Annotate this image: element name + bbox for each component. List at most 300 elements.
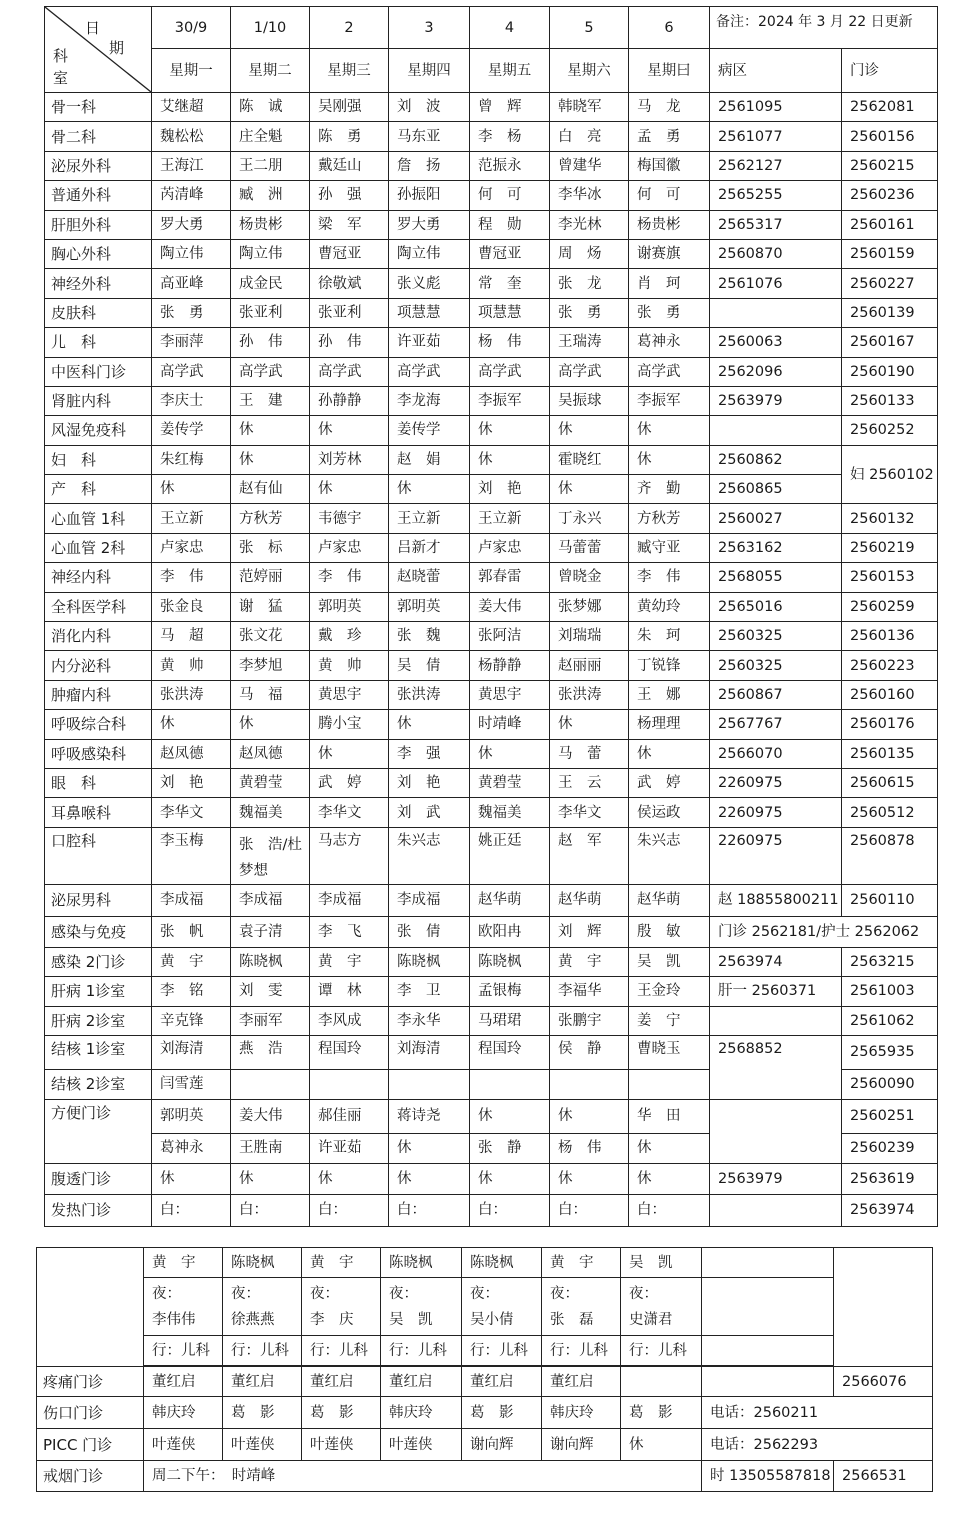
table-row [45, 1194, 938, 1226]
doctor-cell: 张金良 [152, 592, 231, 621]
doctor-cell: 殷 敏 [629, 916, 710, 947]
clinic-phone: 2566531 [834, 1461, 933, 1492]
night-duty-cell [144, 1278, 223, 1336]
doctor-cell: 方秋芳 [629, 504, 710, 533]
doctor-cell: 姚正廷 [470, 827, 550, 884]
doctor-cell: 谢赛旗 [629, 239, 710, 268]
doctor-cell: 郭明英 [389, 592, 470, 621]
doctor-cell: 李丽萍 [152, 328, 231, 357]
doctor-cell: 王立新 [470, 504, 550, 533]
table-row [37, 1397, 933, 1429]
table-row [45, 504, 938, 533]
dept-name: 感染 2门诊 [45, 947, 152, 976]
weekday-header: 星期六 [550, 49, 629, 93]
doctor-cell: 腾小宝 [310, 710, 389, 739]
night-duty-cell [621, 1278, 702, 1336]
lower-schedule-table [36, 1247, 933, 1492]
doctor-cell: 王 娜 [629, 680, 710, 709]
doctor-cell: 侯运政 [629, 798, 710, 827]
doctor-cell: 高学武 [310, 357, 389, 386]
dept-name: 内分泌科 [45, 651, 152, 680]
night-doctor: 徐燕燕 [231, 1311, 275, 1328]
doctor-cell: 白： [231, 1194, 310, 1226]
doctor-cell: 项慧慧 [470, 298, 550, 327]
doctor-cell: 燕 浩 [231, 1035, 310, 1069]
doctor-cell: 高亚峰 [152, 269, 231, 298]
doctor-cell: 孙静静 [310, 386, 389, 415]
doctor-cell: 谢向辉 [462, 1429, 542, 1461]
table-row [45, 533, 938, 562]
date-header: 3 [389, 7, 470, 49]
table-row [45, 328, 938, 357]
doctor-cell: 张 龙 [550, 269, 629, 298]
doctor-cell: 白： [389, 1194, 470, 1226]
clinic-phone: 2560251 [842, 1099, 938, 1133]
doctor-cell: 马 龙 [629, 93, 710, 122]
doctor-cell: 吴振球 [550, 386, 629, 415]
doctor-cell: 李福华 [550, 977, 629, 1006]
doctor-cell: 行：儿科 [144, 1336, 223, 1366]
contact-phone: 门诊 2562181/护士 2562062 [710, 916, 938, 947]
doctor-cell: 行：儿科 [223, 1336, 302, 1366]
doctor-cell: 程国玲 [470, 1035, 550, 1069]
ward-phone: 2260975 [710, 798, 842, 827]
ward-phone: 2560867 [710, 680, 842, 709]
night-doctor: 吴 凯 [389, 1311, 433, 1328]
clinic-phone: 2560252 [842, 416, 938, 445]
doctor-cell: 休 [629, 1133, 710, 1163]
dept-name: 风湿免疫科 [45, 416, 152, 445]
doctor-cell: 许亚茹 [389, 328, 470, 357]
doctor-cell: 休 [629, 739, 710, 768]
ward-phone: 赵 18855800211 [710, 884, 842, 916]
empty-cell [702, 1336, 834, 1366]
doctor-cell: 张 标 [231, 533, 310, 562]
doctor-cell: 王 建 [231, 386, 310, 415]
doctor-cell [470, 1069, 550, 1099]
doctor-cell: 陈晓枫 [389, 947, 470, 976]
clinic-phone: 2563619 [842, 1163, 938, 1194]
dept-name: 耳鼻喉科 [45, 798, 152, 827]
doctor-cell: 赵 娟 [389, 445, 470, 474]
doctor-cell: 黄 帅 [152, 651, 231, 680]
doctor-cell: 黄思宇 [470, 680, 550, 709]
doctor-cell: 韦德宇 [310, 504, 389, 533]
doctor-cell: 高学武 [389, 357, 470, 386]
doctor-cell: 肖 珂 [629, 269, 710, 298]
doctor-cell: 赵晓蕾 [389, 563, 470, 592]
doctor-cell: 黄幼玲 [629, 592, 710, 621]
doctor-cell: 姜大伟 [470, 592, 550, 621]
corner-room-label: 室 [53, 69, 69, 87]
doctor-cell: 戴 珍 [310, 622, 389, 651]
clinic-phone: 妇 2560102 [842, 445, 938, 504]
clinic-phone: 2560227 [842, 269, 938, 298]
ward-phone [710, 1194, 842, 1226]
doctor-cell: 休 [550, 1099, 629, 1133]
ward-phone: 2567767 [710, 710, 842, 739]
table-row [45, 269, 938, 298]
doctor-cell: 董红启 [223, 1367, 302, 1397]
doctor-cell: 罗大勇 [152, 210, 231, 239]
doctor-cell: 李玉梅 [152, 827, 231, 884]
ward-phone [710, 1006, 842, 1035]
doctor-cell: 刘 辉 [550, 916, 629, 947]
doctor-cell: 辛克锋 [152, 1006, 231, 1035]
doctor-cell: 高学武 [231, 357, 310, 386]
duty-schedule-table [44, 6, 938, 1227]
doctor-cell: 曹冠亚 [310, 239, 389, 268]
ward-phone: 2561095 [710, 93, 842, 122]
doctor-cell: 闫雪莲 [152, 1069, 231, 1099]
clinic-phone: 2560878 [842, 827, 938, 884]
table-row [45, 181, 938, 210]
doctor-cell: 谢 猛 [231, 592, 310, 621]
doctor-cell: 李 飞 [310, 916, 389, 947]
doctor-cell: 王海江 [152, 151, 231, 180]
doctor-cell: 杨 伟 [550, 1133, 629, 1163]
doctor-cell: 行：儿科 [542, 1336, 621, 1366]
table-row [45, 884, 938, 916]
dept-name: 产 科 [45, 475, 152, 504]
doctor-cell: 葛 影 [462, 1397, 542, 1429]
doctor-cell: 庄全魁 [231, 122, 310, 151]
doctor-cell: 赵丽丽 [550, 651, 629, 680]
dept-name: 发热门诊 [45, 1194, 152, 1226]
doctor-cell: 休 [629, 416, 710, 445]
doctor-cell: 吴刚强 [310, 93, 389, 122]
clinic-phone: 2560153 [842, 563, 938, 592]
doctor-cell: 董红启 [302, 1367, 381, 1397]
night-label: 夜： [152, 1285, 181, 1302]
night-label: 夜： [231, 1285, 260, 1302]
doctor-cell: 李成福 [152, 884, 231, 916]
doctor-cell: 孙 伟 [310, 328, 389, 357]
clinic-phone: 2560135 [842, 739, 938, 768]
doctor-cell: 曾建华 [550, 151, 629, 180]
doctor-cell [629, 1069, 710, 1099]
doctor-cell: 休 [470, 445, 550, 474]
doctor-cell: 孟银梅 [470, 977, 550, 1006]
doctor-cell: 陶立伟 [152, 239, 231, 268]
doctor-cell: 李 强 [389, 739, 470, 768]
doctor-cell: 休 [389, 1163, 470, 1194]
doctor-cell: 李振军 [470, 386, 550, 415]
doctor-cell: 赵凤德 [231, 739, 310, 768]
clinic-header: 门诊 [842, 49, 938, 93]
table-row [45, 1035, 938, 1069]
clinic-phone: 电话：2562293 [702, 1429, 933, 1461]
doctor-cell: 侯 静 [550, 1035, 629, 1069]
doctor-cell: 葛神永 [629, 328, 710, 357]
dept-name: 结核 2诊室 [45, 1069, 152, 1099]
dept-name: 肿瘤内科 [45, 680, 152, 709]
doctor-cell: 行：儿科 [302, 1336, 381, 1366]
doctor-cell: 朱兴志 [389, 827, 470, 884]
table-row [45, 151, 938, 180]
doctor-cell: 梅国徽 [629, 151, 710, 180]
doctor-cell: 陈晓枫 [381, 1248, 462, 1278]
doctor-cell: 叶莲侠 [223, 1429, 302, 1461]
doctor-cell: 朱 珂 [629, 622, 710, 651]
table-row [45, 122, 938, 151]
doctor-cell: 李龙海 [389, 386, 470, 415]
ward-phone: 2562096 [710, 357, 842, 386]
doctor-cell: 李光林 [550, 210, 629, 239]
dept-name: 皮肤科 [45, 298, 152, 327]
ward-phone: 2260975 [710, 827, 842, 884]
clinic-phone: 2560160 [842, 680, 938, 709]
clinic-phone: 2566076 [834, 1367, 933, 1397]
doctor-cell: 卢家忠 [310, 533, 389, 562]
doctor-cell: 白 亮 [550, 122, 629, 151]
dept-name: 骨一科 [45, 93, 152, 122]
date-header: 2 [310, 7, 389, 49]
ward-phone: 2566070 [710, 739, 842, 768]
table-row [37, 1336, 933, 1366]
night-label: 夜： [389, 1285, 418, 1302]
doctor-cell: 周 炀 [550, 239, 629, 268]
table-row [45, 768, 938, 797]
clinic-phone: 2560190 [842, 357, 938, 386]
doctor-cell: 休 [470, 739, 550, 768]
clinic-phone: 2560167 [842, 328, 938, 357]
night-label: 夜： [310, 1285, 339, 1302]
date-header: 30/9 [152, 7, 231, 49]
dept-name: 消化内科 [45, 622, 152, 651]
doctor-cell: 程国玲 [310, 1035, 389, 1069]
night-doctor: 史潇君 [629, 1311, 673, 1328]
doctor-cell: 王立新 [389, 504, 470, 533]
doctor-cell: 吴 凯 [621, 1248, 702, 1278]
clinic-phone: 2562081 [842, 93, 938, 122]
doctor-cell: 张鹏宇 [550, 1006, 629, 1035]
night-doctor: 李 庆 [310, 1311, 354, 1328]
doctor-cell: 程 勋 [470, 210, 550, 239]
ward-phone [710, 416, 842, 445]
doctor-cell: 葛 影 [223, 1397, 302, 1429]
doctor-cell: 袁子清 [231, 916, 310, 947]
clinic-phone: 2560161 [842, 210, 938, 239]
dept-name: 泌尿男科 [45, 884, 152, 916]
ward-header: 病区 [710, 49, 842, 93]
clinic-phone: 2560239 [842, 1133, 938, 1163]
dept-name: 神经内科 [45, 563, 152, 592]
dept-name: 全科医学科 [45, 592, 152, 621]
doctor-cell: 白： [629, 1194, 710, 1226]
doctor-cell: 吕新才 [389, 533, 470, 562]
doctor-cell: 曾 辉 [470, 93, 550, 122]
doctor-cell: 叶莲侠 [302, 1429, 381, 1461]
doctor-cell: 黄碧莹 [470, 768, 550, 797]
dept-name: 胸心外科 [45, 239, 152, 268]
table-row [45, 977, 938, 1006]
doctor-cell: 谢向辉 [542, 1429, 621, 1461]
doctor-cell: 芮清峰 [152, 181, 231, 210]
doctor-cell: 蒋诗尧 [389, 1099, 470, 1133]
doctor-cell: 刘芳林 [310, 445, 389, 474]
doctor-cell: 孙 强 [310, 181, 389, 210]
doctor-cell: 休 [152, 710, 231, 739]
doctor-cell: 霍晓红 [550, 445, 629, 474]
ward-phone: 2562127 [710, 151, 842, 180]
date-header: 6 [629, 7, 710, 49]
doctor-cell: 韩庆玲 [144, 1397, 223, 1429]
doctor-cell: 董红启 [381, 1367, 462, 1397]
weekday-header: 星期曰 [629, 49, 710, 93]
doctor-cell: 杨理理 [629, 710, 710, 739]
doctor-cell: 刘 艳 [389, 768, 470, 797]
ward-phone: 2568055 [710, 563, 842, 592]
doctor-cell: 休 [550, 416, 629, 445]
doctor-cell: 魏福美 [231, 798, 310, 827]
doctor-cell: 休 [389, 1133, 470, 1163]
table-row [45, 651, 938, 680]
doctor-cell: 休 [152, 475, 231, 504]
doctor-cell: 张 帆 [152, 916, 231, 947]
doctor-cell: 王二朋 [231, 151, 310, 180]
clinic-phone: 2560176 [842, 710, 938, 739]
doctor-cell: 陶立伟 [389, 239, 470, 268]
clinic-phone: 2560259 [842, 592, 938, 621]
doctor-cell: 李梦旭 [231, 651, 310, 680]
doctor-cell: 曹晓玉 [629, 1035, 710, 1069]
table-row [45, 947, 938, 976]
night-duty-cell [302, 1278, 381, 1336]
corner-dept-label: 科 [53, 47, 69, 65]
doctor-cell: 李振军 [629, 386, 710, 415]
doctor-cell: 丁锐锋 [629, 651, 710, 680]
smoking-clinic-schedule: 周二下午： 时靖峰 [144, 1461, 702, 1492]
dept-name: 伤口门诊 [37, 1397, 144, 1429]
doctor-cell: 姜传学 [152, 416, 231, 445]
doctor-cell: 黄 宇 [550, 947, 629, 976]
fever-continued-label [37, 1248, 144, 1367]
ward-phone: 2565255 [710, 181, 842, 210]
dept-name: 普通外科 [45, 181, 152, 210]
doctor-cell: 休 [231, 1163, 310, 1194]
doctor-cell: 李华文 [152, 798, 231, 827]
table-row [45, 680, 938, 709]
doctor-cell: 马 福 [231, 680, 310, 709]
empty-cell [702, 1248, 834, 1278]
contact-phone: 时 13505587818 [702, 1461, 834, 1492]
dept-name: 肝病 2诊室 [45, 1006, 152, 1035]
dept-name: 腹透门诊 [45, 1163, 152, 1194]
doctor-cell: 武 婷 [629, 768, 710, 797]
doctor-cell: 陶立伟 [231, 239, 310, 268]
doctor-cell: 李庆士 [152, 386, 231, 415]
doctor-cell: 休 [310, 475, 389, 504]
doctor-cell: 高学武 [470, 357, 550, 386]
table-row [45, 827, 938, 884]
doctor-cell: 黄碧莹 [231, 768, 310, 797]
doctor-cell: 休 [389, 710, 470, 739]
table-row [45, 357, 938, 386]
doctor-cell: 李 铭 [152, 977, 231, 1006]
doctor-cell: 叶莲侠 [381, 1429, 462, 1461]
clinic-phone: 2563215 [842, 947, 938, 976]
doctor-cell [550, 1069, 629, 1099]
doctor-cell: 黄 宇 [302, 1248, 381, 1278]
doctor-cell: 张亚利 [231, 298, 310, 327]
weekday-header: 星期五 [470, 49, 550, 93]
doctor-cell: 王金玲 [629, 977, 710, 1006]
clinic-phone: 2561003 [842, 977, 938, 1006]
doctor-cell: 休 [310, 1163, 389, 1194]
doctor-cell: 戴廷山 [310, 151, 389, 180]
doctor-cell: 陈晓枫 [223, 1248, 302, 1278]
doctor-cell: 白： [152, 1194, 231, 1226]
doctor-cell: 李 卫 [389, 977, 470, 1006]
doctor-cell: 郝佳丽 [310, 1099, 389, 1133]
doctor-cell: 朱红梅 [152, 445, 231, 474]
ward-phone: 2563979 [710, 1163, 842, 1194]
doctor-cell: 赵有仙 [231, 475, 310, 504]
doctor-cell: 休 [550, 1163, 629, 1194]
ward-phone: 2565016 [710, 592, 842, 621]
doctor-cell: 高学武 [550, 357, 629, 386]
doctor-cell: 艾继超 [152, 93, 231, 122]
doctor-cell: 何 可 [470, 181, 550, 210]
doctor-cell: 李华冰 [550, 181, 629, 210]
doctor-cell: 曾晓金 [550, 563, 629, 592]
table-row [45, 710, 938, 739]
doctor-cell: 葛 影 [302, 1397, 381, 1429]
doctor-cell: 李 伟 [629, 563, 710, 592]
date-header: 5 [550, 7, 629, 49]
doctor-cell: 武 婷 [310, 768, 389, 797]
dept-name: 疼痛门诊 [37, 1367, 144, 1397]
doctor-cell: 白： [310, 1194, 389, 1226]
doctor-cell: 欧阳冉 [470, 916, 550, 947]
table-row [45, 475, 938, 504]
doctor-cell: 郭明英 [152, 1099, 231, 1133]
doctor-cell: 刘海清 [152, 1035, 231, 1069]
ward-phone [710, 298, 842, 327]
doctor-cell: 王 云 [550, 768, 629, 797]
doctor-cell: 白： [470, 1194, 550, 1226]
doctor-cell: 李成福 [389, 884, 470, 916]
table-row [45, 1006, 938, 1035]
doctor-cell: 休 [550, 475, 629, 504]
doctor-cell: 赵华萌 [550, 884, 629, 916]
table-row [45, 1099, 938, 1133]
table-row [45, 210, 938, 239]
doctor-cell: 华 田 [629, 1099, 710, 1133]
dept-name: 肾脏内科 [45, 386, 152, 415]
ward-phone: 2560862 [710, 445, 842, 474]
doctor-cell: 行：儿科 [621, 1336, 702, 1366]
doctor-cell: 郭春雷 [470, 563, 550, 592]
night-label: 夜： [550, 1285, 579, 1302]
doctor-cell: 休 [231, 445, 310, 474]
corner-date-label: 日 [85, 19, 101, 37]
doctor-cell: 休 [470, 1163, 550, 1194]
ward-phone: 2561076 [710, 269, 842, 298]
night-duty-cell [462, 1278, 542, 1336]
dept-name: 结核 1诊室 [45, 1035, 152, 1069]
table-row [45, 563, 938, 592]
doctor-cell: 卢家忠 [470, 533, 550, 562]
doctor-cell [621, 1367, 702, 1397]
corner-period-label: 期 [109, 39, 125, 57]
ward-phone: 2560865 [710, 475, 842, 504]
doctor-cell: 休 [629, 445, 710, 474]
dept-name: PICC 门诊 [37, 1429, 144, 1461]
clinic-phone: 电话：2560211 [702, 1397, 933, 1429]
doctor-cell: 詹 扬 [389, 151, 470, 180]
